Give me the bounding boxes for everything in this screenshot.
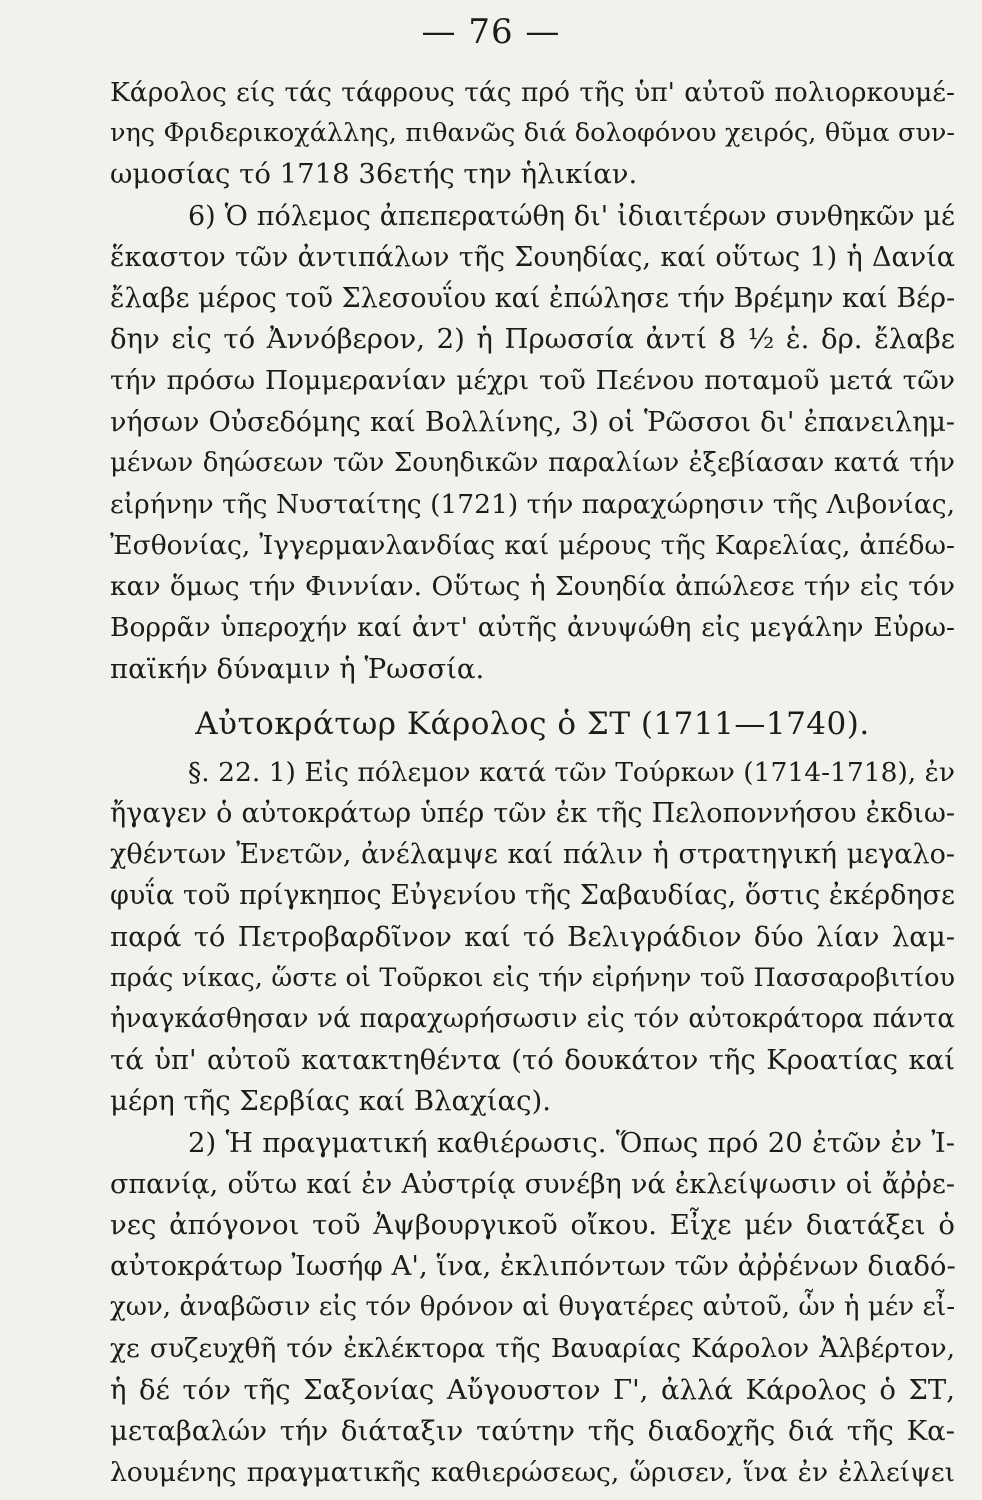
text-line: σπανίᾳ, οὕτω καί ἐν Αὐστρίᾳ συνέβη νά ἐκλείψωσιν οἱ ἄῤῥε-	[110, 1168, 955, 1200]
text-line: καν ὅμως τήν Φιννίαν. Οὕτως ἡ Σουηδία ἀπώλεσε τήν εἰς τόν	[110, 571, 955, 603]
text-line: χε συζευχθῆ τόν ἐκλέκτορα τῆς Βαυαρίας Κάρολον Ἀλβέρτον,	[110, 1333, 955, 1365]
text-line: §. 22. 1) Εἰς πόλεμον κατά τῶν Τούρκων (1714-1718), ἐν	[188, 756, 955, 788]
text-line: μεταβαλών τήν διάταξιν ταύτην τῆς διαδοχῆς διά τῆς Κα-	[110, 1414, 955, 1447]
text-line: ἤγαγεν ὁ αὐτοκράτωρ ὑπέρ τῶν ἐκ τῆς Πελοποννήσου ἐκδιω-	[110, 798, 955, 829]
text-line: λουμένης πραγματικῆς καθιερώσεως, ὥρισεν, ἵνα ἐν ἐλλείψει	[110, 1457, 955, 1488]
page-number: — 76 —	[421, 12, 561, 52]
text-line: πράς νίκας, ὥστε οἱ Τοῦρκοι εἰς τήν εἰρήνην τοῦ Πασσαροβιτίου	[110, 962, 955, 993]
text-line: ἡ δέ τόν τῆς Σαξονίας Αὔγουστον Γ', ἀλλά Κάρολος ὁ ΣΤ,	[110, 1373, 955, 1406]
text-line: φυΐα τοῦ πρίγκηπος Εὐγενίου τῆς Σαβαυδίας, ὅστις ἐκέρδησε	[110, 880, 955, 912]
section-heading: Αὐτοκράτωρ Κάρολος ὁ ΣΤ (1711—1740).	[195, 705, 870, 742]
text-line: τήν πρόσω Πομμερανίαν μέχρι τοῦ Πεένου ποταμοῦ μετά τῶν	[110, 365, 955, 397]
text-line: Κάρολος είς τάς τάφρους τάς πρό τῆς ὑπ' αὐτοῦ πολιορκουμέ-	[110, 77, 955, 108]
text-line: νήσων Οὐσεδόμης καί Βολλίνης, 3) οἱ Ῥῶσσοι δι' ἐπανειλημ-	[110, 406, 955, 438]
text-line: εἰρήνην τῆς Νυσταίτης (1721) τήν παραχώρησιν τῆς Λιβονίας,	[110, 488, 955, 520]
text-line: παρά τό Πετροβαρδῖνον καί τό Βελιγράδιον δύο λίαν λαμ-	[110, 920, 955, 953]
text-line: νες ἀπόγονοι τοῦ Ἀψβουργικοῦ οἴκου. Εἶχε μέν διατάξει ὁ	[110, 1208, 955, 1241]
text-line: 6) Ὁ πόλεμος ἀπεπερατώθη δι' ἰδιαιτέρων συνθηκῶν μέ	[188, 200, 955, 232]
text-line: ωμοσίας τό 1718 36ετής την ἡλικίαν.	[110, 158, 638, 191]
text-line: χθέντων Ἐνετῶν, ἀνέλαμψε καί πάλιν ἡ στρατηγική μεγαλο-	[110, 839, 955, 871]
text-line: αὐτοκράτωρ Ἰωσήφ Α', ἵνα, ἐκλιπόντων τῶν ἀῤῥένων διαδό-	[110, 1250, 956, 1283]
text-line: ἕκαστον τῶν ἀντιπάλων τῆς Σουηδίας, καί οὕτως 1) ἡ Δανία	[110, 241, 955, 273]
text-line: νης Φριδερικοχάλλης, πιθανῶς διά δολοφόνου χειρός, θῦμα συν-	[110, 118, 955, 149]
text-line: ἔλαβε μέρος τοῦ Σλεσουΐου καί ἐπώλησε τήν Βρέμην καί Βέρ-	[110, 282, 956, 314]
text-line: μέρη τῆς Σερβίας καί Βλαχίας).	[110, 1085, 551, 1118]
text-line: δην εἰς τό Ἀννόβερον, 2) ἡ Πρωσσία ἀντί 8 ½ ἑ. δρ. ἔλαβε	[110, 323, 955, 356]
text-line: 2) Ἡ πραγματική καθιέρωσις. Ὅπως πρό 20 ἐτῶν ἐν Ἰ-	[188, 1126, 955, 1159]
text-line: Ἐσθονίας, Ἰγγερμανλανδίας καί μέρους τῆς Καρελίας, ἀπέδω-	[110, 530, 955, 562]
text-body	[110, 72, 955, 1493]
text-line: τά ὑπ' αὐτοῦ κατακτηθέντα (τό δουκάτον τῆς Κροατίας καί	[110, 1044, 955, 1077]
text-line: χων, ἀναβῶσιν εἰς τόν θρόνον αἱ θυγατέρες αὐτοῦ, ὧν ἡ μέν εἶ-	[110, 1292, 955, 1323]
text-line: Βορρᾶν ὑπεροχήν καί ἀντ' αὐτῆς ἀνυψώθη εἰς μεγάλην Εὐρω-	[110, 612, 955, 644]
text-line: μένων δηώσεων τῶν Σουηδικῶν παραλίων ἐξεβίασαν κατά τήν	[110, 447, 955, 478]
text-line: ἠναγκάσθησαν νά παραχωρήσωσιν εἰς τόν αὐτοκράτορα πάντα	[110, 1003, 955, 1034]
text-line: παϊκήν δύναμιν ἡ Ῥωσσία.	[110, 652, 485, 685]
